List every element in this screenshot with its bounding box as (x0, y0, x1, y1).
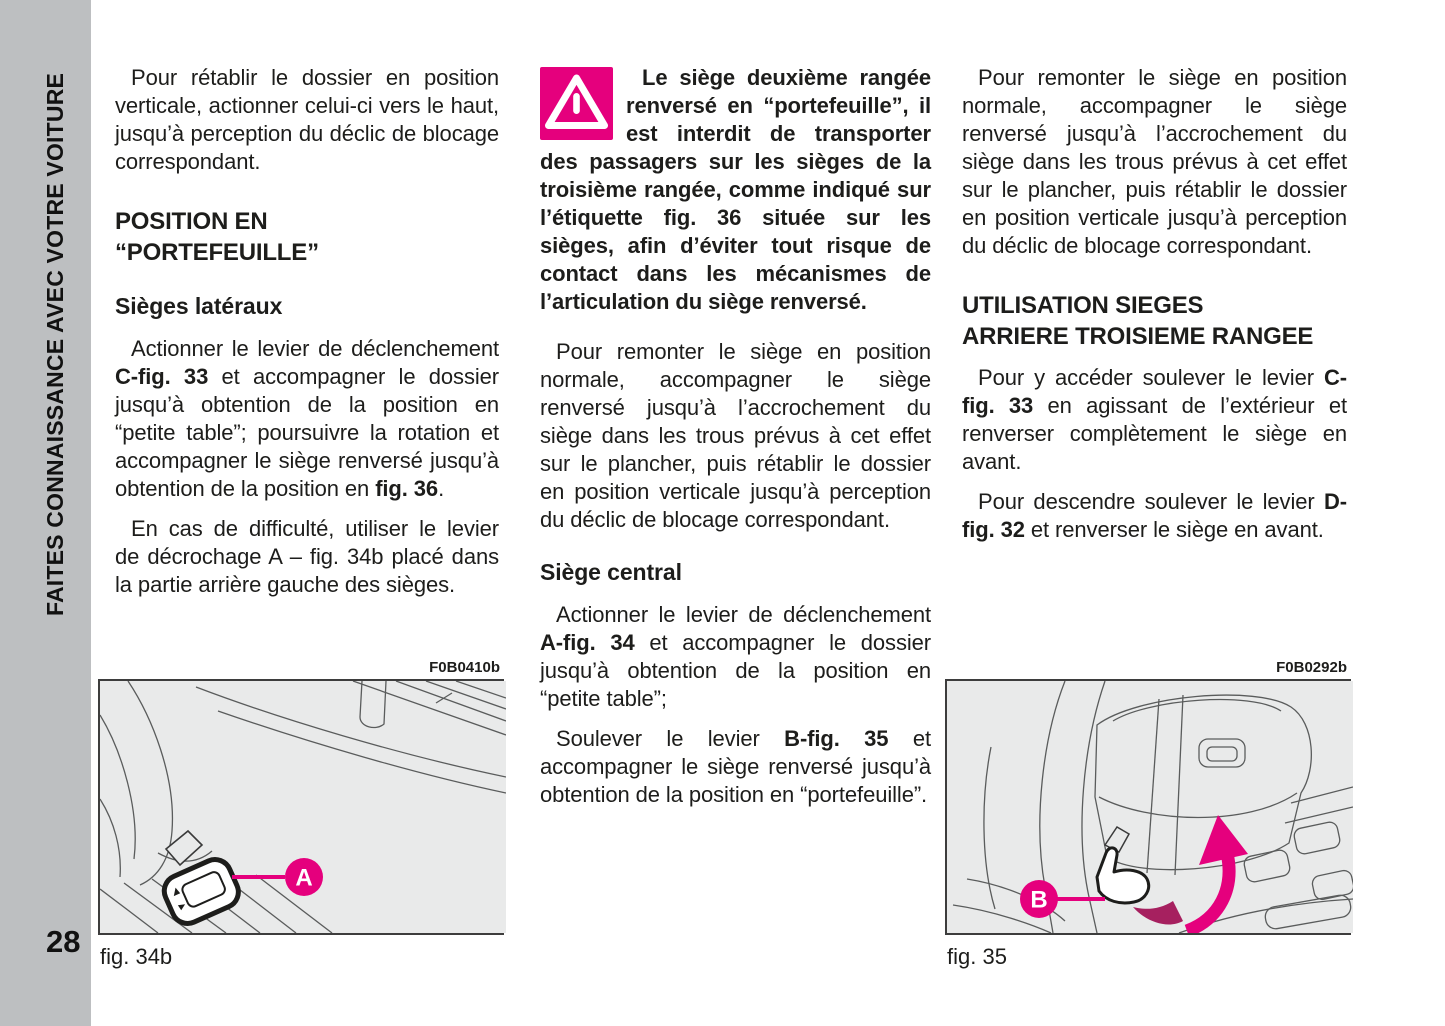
text-run: et renverser le siège en avant. (1024, 517, 1324, 542)
marker-letter: A (295, 864, 313, 892)
column-right (962, 64, 1347, 556)
figure-reference: C-fig. 33 (962, 365, 1347, 418)
subsection-heading: Siège central (540, 559, 682, 585)
figure-reference: A-fig. 34 (540, 630, 635, 655)
heading-line: ARRIERE TROISIEME RANGEE (962, 323, 1314, 350)
warning-paragraph (540, 64, 931, 316)
section-heading (962, 290, 1347, 352)
text-run: et accompagner le dossier jusqu’à obtention de la position en “petite table”; (540, 630, 931, 711)
text-run: Actionner le levier de déclenchement (131, 336, 499, 361)
folded-seat-line-art (947, 681, 1353, 933)
figure-reference: B-fig. 35 (784, 726, 889, 751)
paragraph: Pour remonter le siège en position normale, accompagner le siège renversé jusqu’à l’accrochement du siège dans les trous prévus à cet effet sur le plancher, puis rétablir le dossier en position verticale jusqu’à perception du déclic de blocage correspondant. (962, 65, 1347, 258)
text-run: et accompagner le dossier jusqu’à obtention de la position en “petite table”; poursuivre la rotation et accompagner le siège renversé jusqu’à obtention de la position en (115, 364, 499, 501)
text-run: Actionner le levier de déclenchement (556, 602, 931, 627)
text-run: et accompagner le siège renversé jusqu’à obtention de la position en “portefeuille”. (540, 726, 931, 807)
seat-lever-line-art (100, 681, 506, 933)
column-left (115, 64, 499, 611)
paragraph: En cas de difficulté, utiliser le levier de décrochage A – fig. 34b placé dans la partie arrière gauche des sièges. (115, 516, 499, 597)
heading-line: “PORTEFEUILLE” (115, 239, 319, 266)
heading-line: POSITION EN (115, 208, 268, 235)
page-number: 28 (46, 924, 81, 959)
paragraph: Pour rétablir le dossier en position verticale, actionner celui-ci vers le haut, jusqu’à perception du déclic de blocage correspondant. (115, 65, 499, 174)
column-middle (540, 64, 931, 821)
figure-reference: C-fig. 33 (115, 364, 209, 389)
subsection-heading: Sièges latéraux (115, 293, 283, 319)
chapter-title-vertical: FAITES CONNAISSANCE AVEC VOTRE VOITURE (42, 72, 68, 616)
warning-text: Le siège deuxième rangée renversé en “portefeuille”, il est interdit de transporter des passagers sur les sièges de la troisième rangée, comme indiqué sur l’étiquette fig. 36 située sur les sièges, afin d’éviter tout risque de contact dans les mécanismes de l’articulation du siège renversé. (540, 65, 931, 314)
figure-35 (945, 659, 1351, 970)
figure-caption: fig. 35 (947, 944, 1007, 969)
paragraph (962, 364, 1347, 476)
chapter-band (0, 0, 91, 1026)
marker-letter: B (1030, 886, 1048, 914)
text-run: . (438, 476, 445, 501)
text-run: en agissant de l’extérieur et renverser complètement le siège en avant. (962, 393, 1347, 474)
figure-caption: fig. 34b (100, 944, 173, 969)
paragraph (115, 335, 499, 503)
figure-illustration (945, 679, 1351, 935)
figure-code: F0B0292b (1276, 659, 1347, 676)
text-run: Pour y accéder soulever le levier (978, 365, 1324, 390)
figure-reference: D-fig. 32 (962, 489, 1347, 542)
figure-code: F0B0410b (429, 659, 500, 676)
figure-illustration (98, 679, 504, 935)
text-run: Pour descendre soulever le levier (978, 489, 1324, 514)
figure-34b (98, 659, 504, 970)
text-run: Soulever le levier (556, 726, 785, 751)
section-heading (115, 206, 499, 268)
figure-reference: fig. 36 (375, 476, 439, 501)
paragraph (962, 488, 1347, 544)
heading-line: UTILISATION SIEGES (962, 292, 1204, 319)
paragraph (540, 725, 931, 809)
paragraph: Pour remonter le siège en position normale, accompagner le siège renversé jusqu’à l’accrochement du siège dans les trous prévus à cet effet sur le plancher, puis rétablir le dossier en position verticale jusqu’à perception du déclic de blocage correspondant. (540, 339, 931, 532)
paragraph (540, 601, 931, 713)
warning-triangle-icon (540, 67, 613, 140)
